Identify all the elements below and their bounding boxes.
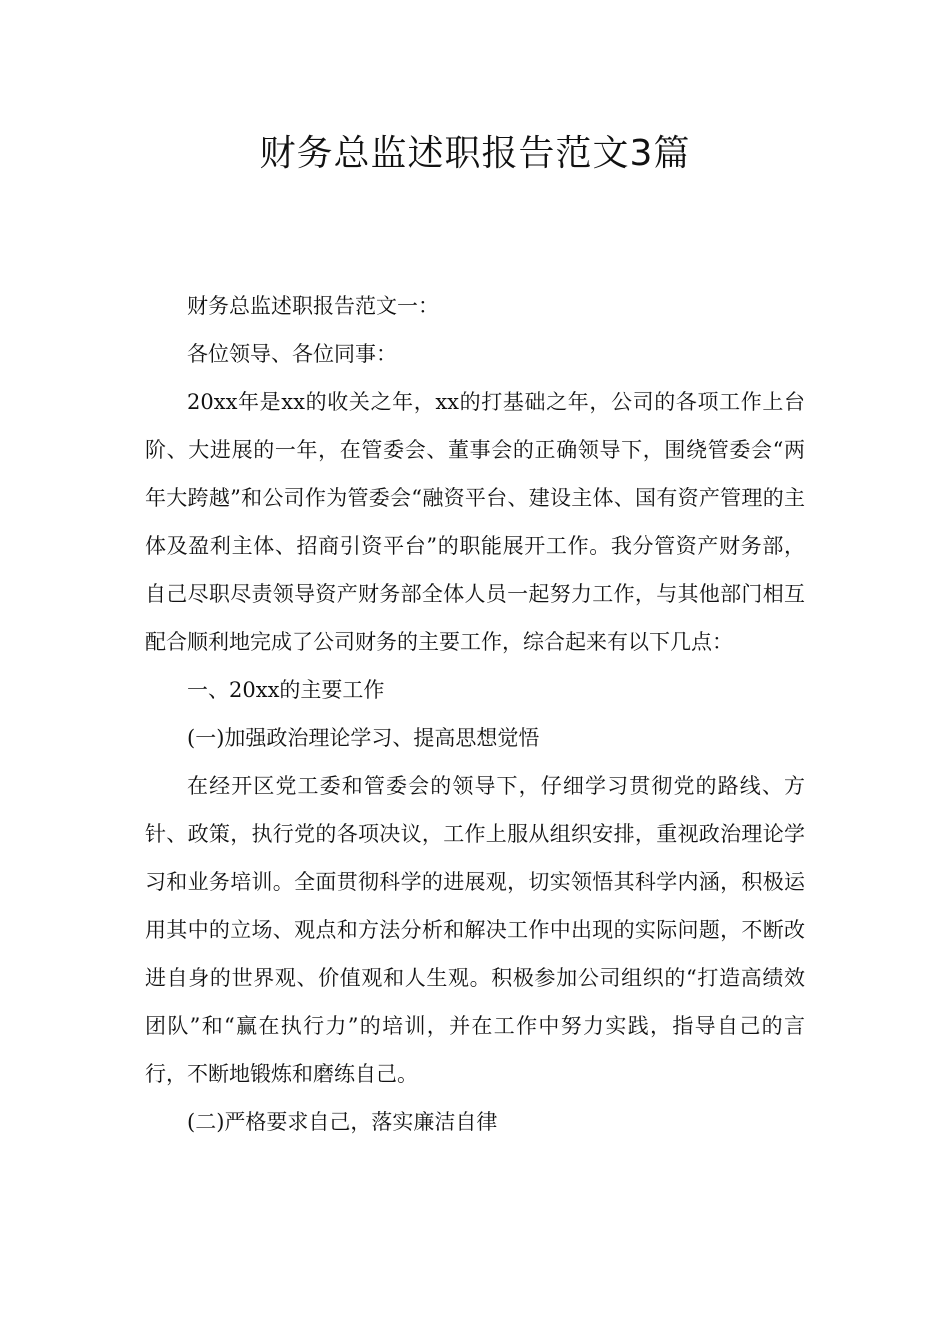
document-body xyxy=(145,282,805,1146)
paragraph-section-heading: 财务总监述职报告范文一： xyxy=(187,294,439,318)
paragraph-subheading-1: (一)加强政治理论学习、提高思想觉悟 xyxy=(187,726,540,750)
paragraph-intro: 20xx年是xx的收关之年，xx的打基础之年，公司的各项工作上台阶、大进展的一年，在管委会、董事会的正确领导下，围绕管委会“两年大跨越”和公司作为管委会“融资平台、建设主体、国有资产管理的主体及盈利主体、招商引资平台”的职能展开工作。我分管资产财务部，自己尽职尽责领导资产财务部全体人员一起努力工作，与其他部门相互配合顺利地完成了公司财务的主要工作，综合起来有以下几点： xyxy=(145,390,805,654)
paragraph-heading-main-work: 一、20xx的主要工作 xyxy=(187,678,385,702)
paragraph-subheading-2: (二)严格要求自己，落实廉洁自律 xyxy=(187,1110,498,1134)
paragraph-salutation: 各位领导、各位同事： xyxy=(187,342,397,366)
paragraph-body-1: 在经开区党工委和管委会的领导下，仔细学习贯彻党的路线、方针、政策，执行党的各项决议，工作上服从组织安排，重视政治理论学习和业务培训。全面贯彻科学的进展观，切实领悟其科学内涵，积极运用其中的立场、观点和方法分析和解决工作中出现的实际问题，不断改进自身的世界观、价值观和人生观。积极参加公司组织的“打造高绩效团队”和“赢在执行力”的培训，并在工作中努力实践，指导自己的言行，不断地锻炼和磨练自己。 xyxy=(145,774,805,1086)
document-title: 财务总监述职报告范文3篇 xyxy=(259,133,691,174)
